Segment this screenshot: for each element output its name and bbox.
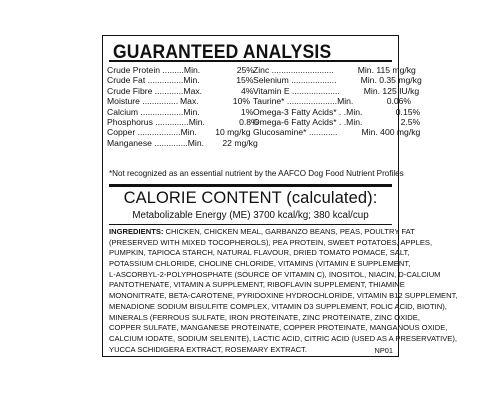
nutrient-value: Min. 400 mg/kg: [361, 127, 421, 138]
title-rule: [109, 60, 392, 62]
nutrient-label: Omega-6 Fatty Acids*: [253, 116, 337, 127]
ingredients-list: [109, 227, 458, 355]
leader-dots: .........: [160, 65, 184, 75]
ingredients-line: [109, 269, 441, 281]
analysis-row: [107, 75, 254, 86]
aafco-footnote: *Not recognized as an essential nutrient by the AAFCO Dog Food Nutrient Profiles: [109, 169, 404, 178]
nutrient-qualifier: Min.: [180, 127, 197, 138]
nutrient-name: [107, 96, 180, 106]
nutrient-name: [107, 65, 184, 75]
analysis-row: [107, 116, 259, 127]
ingredients-line: [109, 291, 458, 302]
nutrient-name: [253, 96, 337, 106]
leader-dots: ..........................: [269, 65, 334, 75]
nutrient-value: Min. 125 IU/kg: [363, 85, 420, 96]
leader-dots: ...............: [139, 96, 179, 107]
analysis-row: [253, 116, 421, 127]
ingredients-text: (PRESERVED WITH MIXED TOCOPHEROLS), PEA PROTEIN, SWEET POTATOES, APPLES,: [109, 237, 433, 247]
metabolizable-energy: Metabolizable Energy (ME) 3700 kcal/kg; 380 kcal/cup: [132, 210, 369, 221]
ingredients-text: CHICKEN, CHICKEN MEAL, GARBANZO BEANS, PEAS, POULTRY FAT: [163, 227, 415, 236]
analysis-row: [253, 65, 416, 75]
nutrient-qualifier: Min.: [183, 65, 201, 75]
ingredients-text: MENADIONE SODIUM BISULFITE COMPLEX, VITAMIN D3 SUPPLEMENT, FOLIC ACID, BIOTIN),: [109, 301, 447, 311]
nutrient-value: 25%: [236, 65, 254, 75]
nutrient-name: [107, 75, 183, 85]
nutrient-name: [107, 138, 188, 148]
ingredients-label: INGREDIENTS:: [109, 227, 164, 236]
nutrient-qualifier: Max.: [180, 96, 199, 107]
nutrient-name: [253, 117, 346, 127]
analysis-row: [107, 127, 250, 137]
nutrient-value: 22 mg/kg: [222, 137, 258, 148]
analysis-right-column: [253, 65, 422, 138]
leader-dots: . .: [336, 116, 347, 127]
ingredients-text: CALCIUM IODATE, SODIUM SELENITE), LACTIC ACID, CITRIC ACID (USED AS A PRESERVATIVE),: [109, 333, 457, 343]
leader-dots: ..............: [152, 116, 189, 127]
nutrient-label: Manganese: [107, 137, 152, 148]
nutrient-label: Crude Fat: [107, 75, 146, 86]
product-code: NP01: [374, 346, 393, 355]
nutrient-qualifier: Min.: [337, 96, 354, 107]
nutrient-name: [253, 107, 346, 117]
nutrient-value: 0.15%: [395, 106, 421, 117]
nutrient-label: Phosphorus: [107, 116, 153, 127]
analysis-row: [107, 96, 250, 106]
nutrient-name: [107, 117, 189, 127]
ingredients-text: MONONITRATE, BETA-CAROTENE, PYRIDOXINE HYDROCHLORIDE, VITAMIN B12 SUPPLEMENT,: [109, 291, 458, 301]
nutrient-name: [107, 107, 183, 117]
ingredients-line: [109, 333, 457, 345]
nutrient-name: [107, 127, 181, 137]
nutrient-qualifier: Min.: [183, 106, 200, 117]
nutrient-label: Vitamin E: [253, 85, 290, 96]
ingredients-line: [109, 301, 447, 313]
analysis-row: [253, 96, 412, 107]
nutrient-qualifier: Min.: [183, 75, 200, 86]
analysis-row: [253, 75, 422, 86]
ingredients-line: [109, 248, 410, 259]
analysis-row: [107, 65, 254, 75]
nutrient-qualifier: Min.: [346, 106, 363, 117]
leader-dots: ............: [152, 85, 184, 96]
analysis-row: [107, 137, 258, 148]
analysis-row: [253, 85, 420, 96]
leader-dots: ...............: [145, 75, 184, 86]
nutrient-value: Min. 0.35 mg/kg: [360, 75, 422, 86]
ingredients-text: MINERALS (FERROUS SULFATE, IRON PROTEINATE, ZINC PROTEINATE, ZINC OXIDE,: [109, 312, 420, 322]
nutrient-name: [253, 75, 337, 85]
section-divider: [109, 184, 392, 187]
nutrient-value: 2.5%: [400, 116, 421, 127]
nutrient-value: 15%: [236, 75, 254, 86]
nutrient-value: Min. 115 mg/kg: [357, 65, 416, 75]
ingredients-text: YUCCA SCHIDIGERA EXTRACT, ROSEMARY EXTRACT.: [109, 344, 308, 354]
leader-dots: ...................: [288, 75, 337, 86]
analysis-row: [107, 106, 254, 117]
analysis-row: [253, 127, 421, 138]
calorie-content-title: CALORIE CONTENT (calculated):: [123, 189, 378, 207]
nutrient-label: Taurine*: [253, 96, 285, 107]
analysis-left-column: [107, 65, 259, 148]
leader-dots: ..................: [138, 106, 184, 117]
leader-dots: ..............: [151, 137, 188, 148]
nutrient-qualifier: Min.: [346, 116, 363, 127]
calorie-rule: [109, 224, 392, 225]
nutrient-label: Omega-3 Fatty Acids*: [253, 106, 337, 117]
leader-dots: ....................: [289, 85, 340, 96]
ingredients-text: PANTOTHENATE, VITAMIN A SUPPLEMENT, RIBOFLAVIN SUPPLEMENT, THIAMINE: [109, 280, 405, 290]
ingredients-line: [109, 280, 405, 291]
ingredients-text: L-ASCORBYL-2-POLYPHOSPHATE (SOURCE OF VITAMIN C), INOSITOL, NIACIN, D-CALCIUM: [109, 269, 441, 279]
ingredients-line: [109, 259, 411, 270]
nutrient-qualifier: Max.: [183, 85, 203, 96]
analysis-row: [253, 106, 421, 117]
nutrient-name: [253, 65, 334, 75]
nutrient-value: 1%: [241, 106, 254, 117]
ingredients-text: PUMPKIN, TAPIOCA STARCH, NATURAL FLAVOUR, DRIED TOMATO POMACE, SALT,: [109, 248, 410, 258]
nutrient-label: Crude Protein: [107, 65, 161, 75]
nutrient-value: 10%: [232, 96, 250, 107]
nutrient-label: Glucosamine*: [253, 127, 307, 138]
ingredients-line: [109, 345, 393, 356]
ingredients-line: [109, 237, 433, 249]
nutrient-label: Zinc: [253, 65, 270, 75]
nutrient-value: 10 mg/kg: [215, 127, 251, 138]
leader-dots: ............: [306, 127, 338, 138]
ingredients-line: [109, 227, 415, 238]
leader-dots: ..................: [135, 127, 181, 138]
nutrient-value: 4%: [241, 85, 254, 96]
nutrient-name: [107, 86, 183, 96]
nutrient-label: Calcium: [107, 106, 139, 117]
nutrient-label: Selenium: [253, 75, 289, 86]
nutrient-label: Moisture: [107, 96, 140, 107]
analysis-row: [107, 85, 254, 96]
leader-dots: . .: [336, 106, 347, 117]
nutrient-name: [253, 127, 338, 137]
leader-dots: .....................: [284, 96, 338, 107]
nutrient-qualifier: Min.: [187, 137, 204, 148]
ingredients-line: [109, 312, 420, 324]
ingredients-text: POTASSIUM CHLORIDE, CHOLINE CHLORIDE, VITAMINS (VITAMIN E SUPPLEMENT,: [109, 259, 411, 269]
nutrient-label: Crude Fibre: [107, 85, 153, 96]
nutrient-name: [253, 86, 340, 96]
nutrient-value: 0.06%: [386, 96, 412, 107]
guaranteed-analysis-title: GUARANTEED ANALYSIS: [113, 40, 332, 63]
nutrition-label-panel: [102, 35, 458, 357]
ingredients-line: [109, 323, 448, 334]
nutrient-qualifier: Min.: [188, 116, 205, 127]
nutrient-value: 0.8%: [239, 116, 259, 127]
nutrient-label: Copper: [107, 127, 136, 138]
ingredients-text: COPPER SULFATE, MANGANESE PROTEINATE, COPPER PROTEINATE, MANGANOUS OXIDE,: [109, 323, 448, 333]
